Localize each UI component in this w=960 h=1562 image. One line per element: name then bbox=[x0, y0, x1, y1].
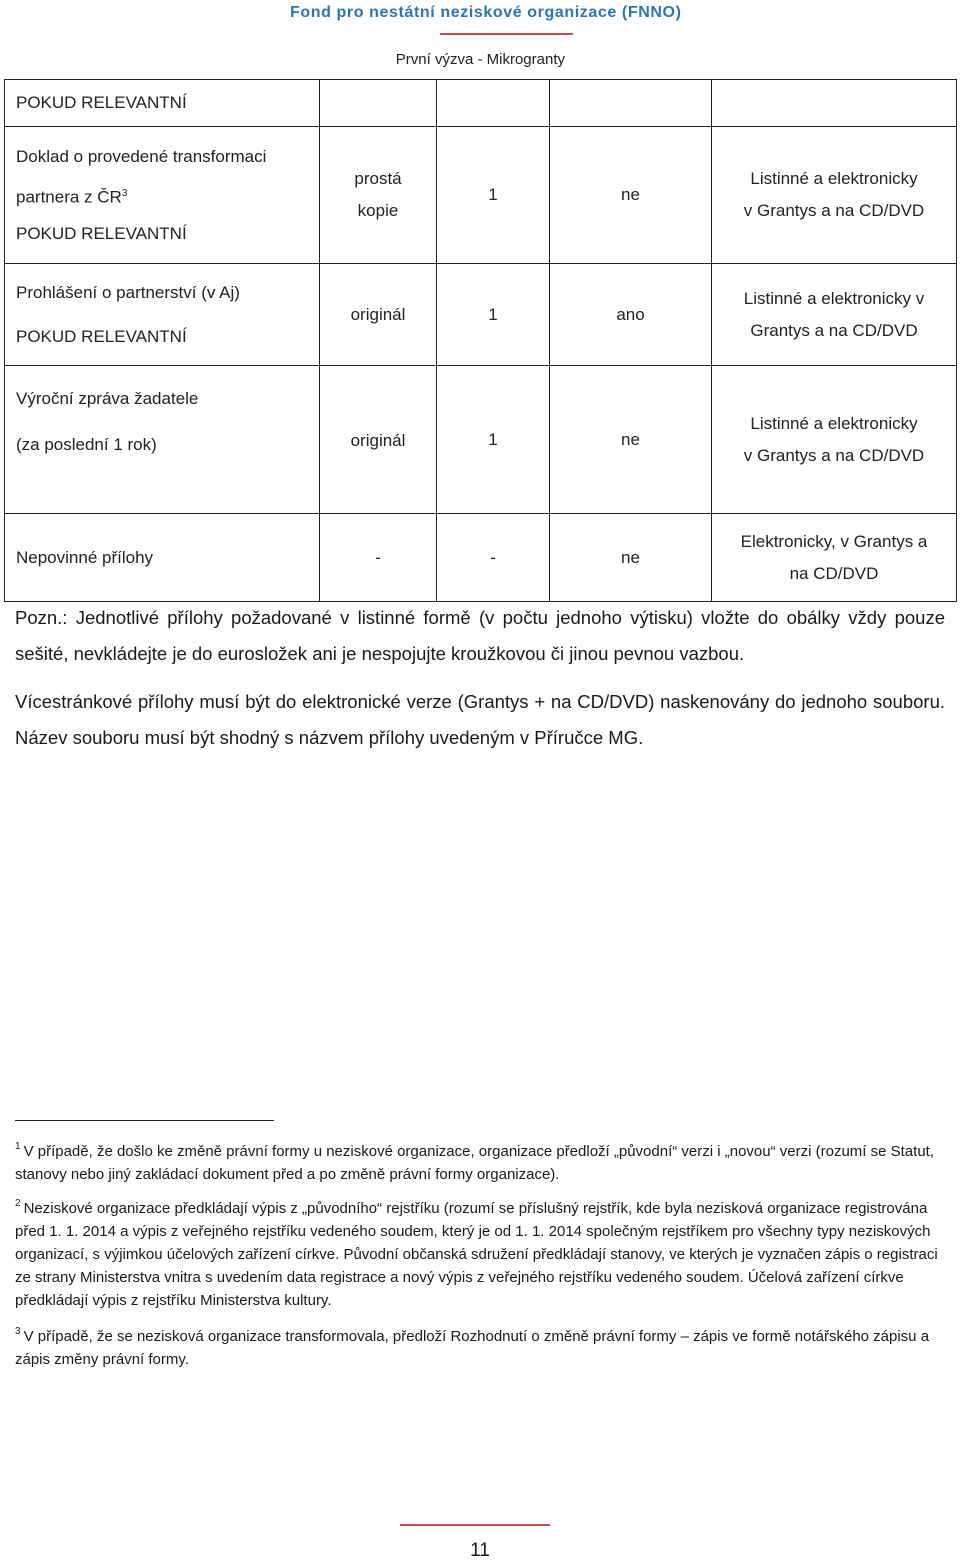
row-1-count: 1 bbox=[437, 127, 550, 264]
cell-text: POKUD RELEVANTNÍ bbox=[16, 93, 187, 112]
table-row bbox=[5, 366, 957, 514]
row-1-name bbox=[5, 127, 320, 264]
cell-text: Listinné a elektronicky v bbox=[743, 288, 925, 308]
row-0-delivery bbox=[712, 80, 957, 127]
cell-text: kopie bbox=[357, 201, 399, 220]
row-3-form: originál bbox=[320, 366, 437, 514]
row-1-delivery bbox=[712, 127, 957, 264]
page-number: 11 bbox=[470, 1540, 490, 1561]
row-4-verified: ne bbox=[550, 514, 712, 602]
cell-text: v Grantys a na CD/DVD bbox=[743, 201, 925, 220]
table-row bbox=[5, 80, 957, 127]
table-row bbox=[5, 514, 957, 602]
row-0-form bbox=[320, 80, 437, 127]
footnote-number: 3 bbox=[15, 1326, 21, 1337]
cell-text: Grantys a na CD/DVD bbox=[750, 320, 918, 340]
cell-text: Elektronicky, v Grantys a bbox=[740, 531, 928, 551]
row-3-delivery bbox=[712, 366, 957, 514]
cell-text: na CD/DVD bbox=[789, 563, 879, 583]
cell-text: v Grantys a na CD/DVD bbox=[743, 445, 925, 465]
header-title: Fond pro nestátní neziskové organizace (FNNO) bbox=[290, 4, 682, 21]
row-0-count bbox=[437, 80, 550, 127]
row-4-count: - bbox=[437, 514, 550, 602]
cell-text: Listinné a elektronicky bbox=[750, 169, 918, 188]
cell-text: partnera z ČR bbox=[16, 187, 122, 207]
footnote-separator bbox=[15, 1120, 274, 1121]
row-3-count: 1 bbox=[437, 366, 550, 514]
note-paragraph-1: Pozn.: Jednotlivé přílohy požadované v listinné formě (v počtu jednoho výtisku) vložte do obálky vždy pouze sešité, nevkládejte je do eurosložek ani je nespojujte kroužkovou či jinou pevnou vazbou. bbox=[15, 607, 945, 664]
footnote-number: 2 bbox=[15, 1198, 21, 1209]
footnote-ref: 3 bbox=[121, 187, 128, 199]
footnote-text: Neziskové organizace předkládají výpis z „původního“ rejstříku (rozumí se příslušný rejstřík, kde byla nezisková organizace registrována před 1. 1. 2014 a výpis z veřejného rejstříku vedeného soudem, který je od 1. 1. 2014 společným rejstříkem pro všechny typy neziskových organizací, s výjimkou účelových zařízení církve. Původní občanská sdružení předkládají stanovy, ve kterých je vyznačen zápis o registraci ze strany Ministerstva vnitra s uvedením data registrace a nový výpis z veřejného rejstříku vedeného soudem. Účelová zařízení církve předkládají výpis z rejstříku Ministerstva kultury. bbox=[15, 1200, 938, 1309]
footnote-1 bbox=[15, 1140, 945, 1186]
row-3-name bbox=[5, 366, 320, 514]
footnote-3 bbox=[15, 1325, 945, 1371]
row-4-form: - bbox=[320, 514, 437, 602]
note-paragraph-2: Vícestránkové přílohy musí být do elektronické verze (Grantys + na CD/DVD) naskenovány do jednoho souboru. Název souboru musí být shodný s názvem přílohy uvedeným v Příručce MG. bbox=[15, 691, 945, 748]
header-subtitle: První výzva - Mikrogranty bbox=[395, 51, 565, 68]
row-2-form: originál bbox=[320, 264, 437, 366]
table-row bbox=[5, 127, 957, 264]
row-3-verified: ne bbox=[550, 366, 712, 514]
cell-text: Doklad o provedené transformaci bbox=[16, 146, 267, 166]
cell-text: Výroční zpráva žadatele bbox=[16, 389, 199, 408]
cell-text: prostá bbox=[354, 169, 402, 188]
row-1-form bbox=[320, 127, 437, 264]
cell-text-with-footnote bbox=[16, 175, 319, 216]
cell-text: Prohlášení o partnerství (v Aj) bbox=[16, 282, 240, 302]
footnote-number: 1 bbox=[15, 1141, 21, 1152]
row-0-name bbox=[5, 80, 320, 127]
footnote-text: V případě, že se nezisková organizace transformovala, předloží Rozhodnutí o změně právní formy – zápis ve formě notářského zápisu a zápis změny právní formy. bbox=[15, 1328, 930, 1368]
header-rule bbox=[440, 33, 573, 35]
row-1-verified: ne bbox=[550, 127, 712, 264]
row-4-delivery bbox=[712, 514, 957, 602]
row-2-count: 1 bbox=[437, 264, 550, 366]
row-0-verified bbox=[550, 80, 712, 127]
table-row bbox=[5, 264, 957, 366]
row-2-name bbox=[5, 264, 320, 366]
cell-text: POKUD RELEVANTNÍ bbox=[16, 326, 187, 346]
cell-text: POKUD RELEVANTNÍ bbox=[16, 224, 187, 244]
row-4-name: Nepovinné přílohy bbox=[5, 514, 320, 602]
cell-text: Listinné a elektronicky bbox=[750, 413, 918, 433]
footnote-2 bbox=[15, 1197, 945, 1312]
row-2-delivery bbox=[712, 264, 957, 366]
page-number-rule bbox=[400, 1524, 550, 1526]
row-2-verified: ano bbox=[550, 264, 712, 366]
cell-text: (za poslední 1 rok) bbox=[16, 435, 157, 454]
footnote-text: V případě, že došlo ke změně právní formy u neziskové organizace, organizace předloží „původní“ verzi i „novou“ verzi (rozumí se Statut, stanovy nebo jiný zakládací dokument před a po změně právní formy organizace). bbox=[15, 1143, 934, 1183]
attachments-table bbox=[4, 79, 957, 602]
